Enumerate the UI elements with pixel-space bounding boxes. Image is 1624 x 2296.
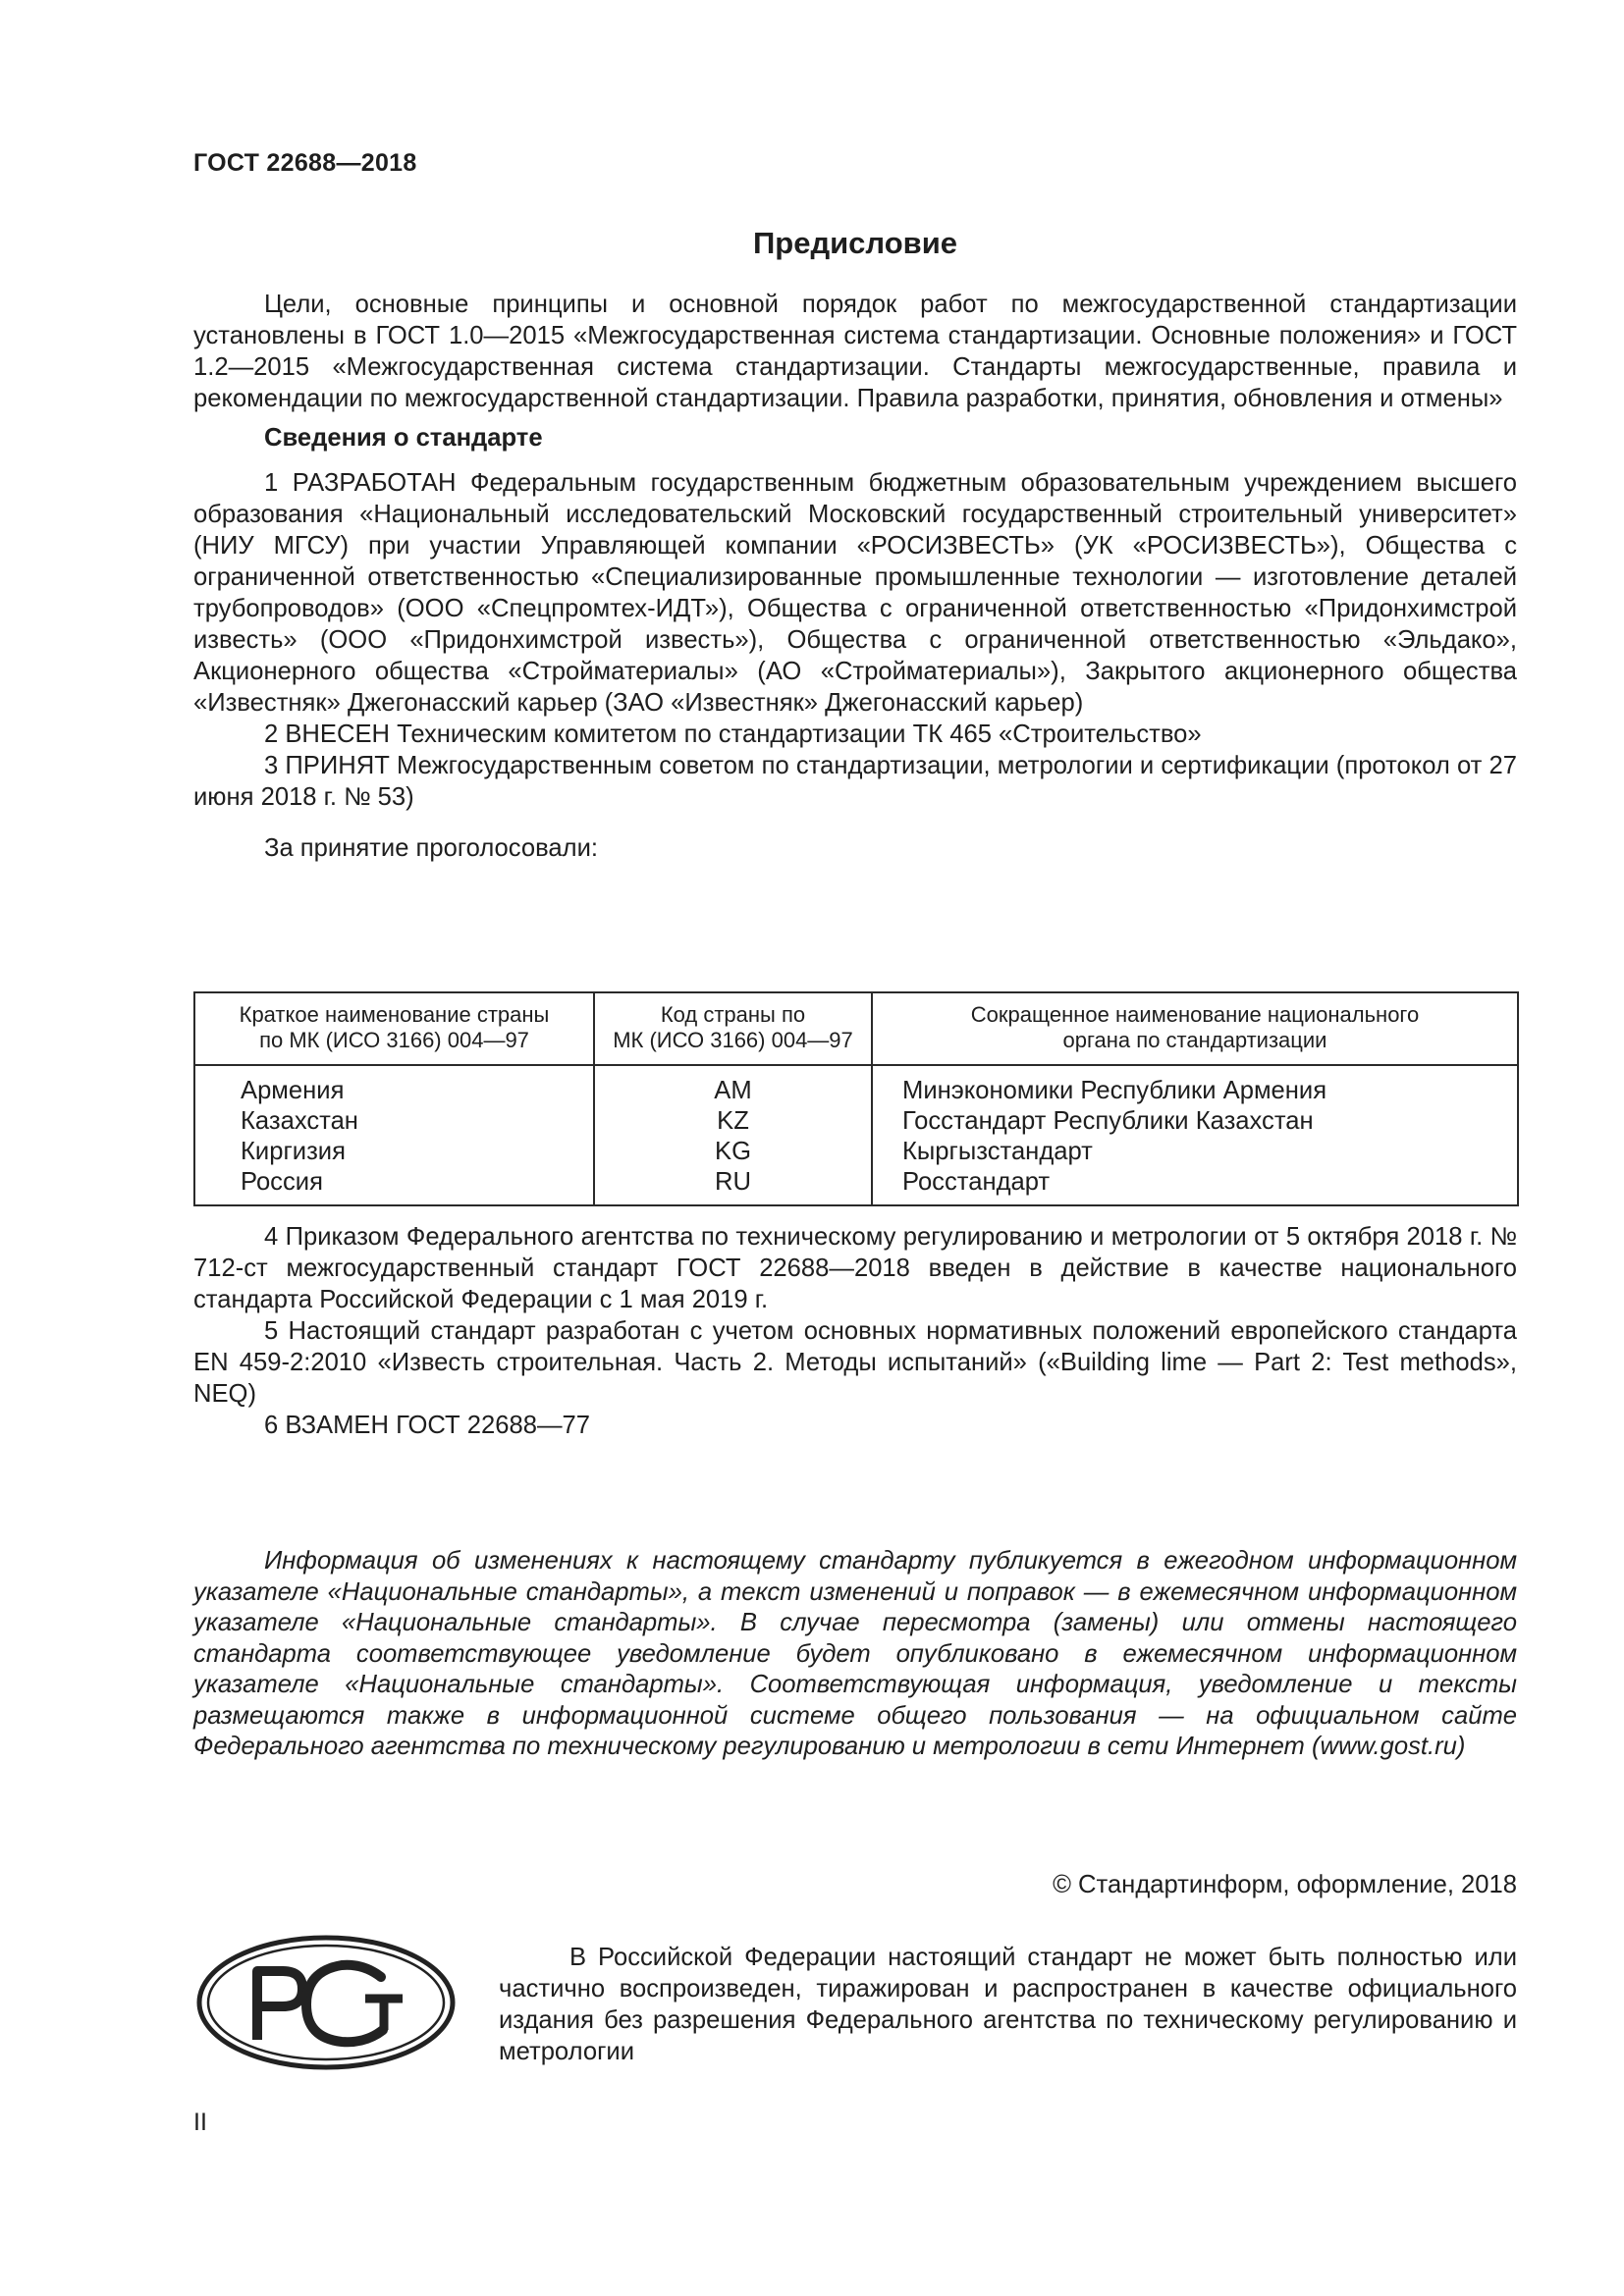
- section-heading: Сведения о стандарте: [264, 424, 543, 452]
- header-country-line1: Краткое наименование страны: [239, 1002, 550, 1027]
- header-country-line2: по МК (ИСО 3166) 004—97: [259, 1028, 529, 1052]
- cell-country: Россия: [194, 1167, 594, 1205]
- cell-country: Казахстан: [194, 1106, 594, 1137]
- cell-body: Кыргызстандарт: [872, 1137, 1518, 1167]
- cell-code: AM: [594, 1065, 872, 1106]
- foreword-body: [193, 289, 1517, 864]
- table-header-row: [194, 992, 1518, 1065]
- header-body: [872, 992, 1518, 1065]
- header-code-line2: МК (ИСО 3166) 004—97: [613, 1028, 853, 1052]
- item-enacted: 4 Приказом Федерального агентства по техническому регулированию и метрологии от 5 октября 2018 г. № 712-ст межгосударственный стандарт ГОСТ 22688—2018 введен в действие в качестве национального стандарта Российской Федерации с 1 мая 2019 г.: [193, 1223, 1517, 1313]
- header-code-line1: Код страны по: [660, 1002, 806, 1027]
- voted-label: За принятие проголосовали:: [264, 834, 598, 862]
- page-title: Предисловие: [752, 226, 957, 260]
- cell-code: RU: [594, 1167, 872, 1205]
- item-introduced: 2 ВНЕСЕН Техническим комитетом по стандартизации ТК 465 «Строительство»: [264, 721, 1202, 748]
- table-row: [194, 1137, 1518, 1167]
- cell-body: Минэкономики Республики Армения: [872, 1065, 1518, 1106]
- item-replaces: 6 ВЗАМЕН ГОСТ 22688—77: [264, 1412, 591, 1439]
- items-continued: [193, 1221, 1517, 1441]
- page-number: II: [193, 2109, 207, 2136]
- cell-code: KZ: [594, 1106, 872, 1137]
- cell-code: KG: [594, 1137, 872, 1167]
- table-row: [194, 1065, 1518, 1106]
- item-basis: 5 Настоящий стандарт разработан с учетом основных нормативных положений европейского стандарта EN 459-2:2010 «Известь строительная. Часть 2. Методы испытаний» («Building lime — Part 2: Test methods», NEQ): [193, 1317, 1517, 1408]
- table-row: [194, 1167, 1518, 1205]
- item-adopted: 3 ПРИНЯТ Межгосударственным советом по стандартизации, метрологии и сертификации (протокол от 27 июня 2018 г. № 53): [193, 752, 1517, 811]
- gost-r-certification-logo-icon: [196, 1934, 456, 2071]
- cell-body: Госстандарт Республики Казахстан: [872, 1106, 1518, 1137]
- header-country: [194, 992, 594, 1065]
- table-row: [194, 1106, 1518, 1137]
- votes-table-wrapper: [193, 991, 1517, 1206]
- reproduction-rights-notice: В Российской Федерации настоящий стандарт не может быть полностью или частично воспроизведен, тиражирован и распространен в качестве официального издания без разрешения Федерального агентства по техническому регулированию и метрологии: [499, 1944, 1517, 2065]
- cell-body: Росстандарт: [872, 1167, 1518, 1205]
- votes-table: [193, 991, 1519, 1206]
- intro-paragraph: Цели, основные принципы и основной порядок работ по межгосударственной стандартизации установлены в ГОСТ 1.0—2015 «Межгосударственная система стандартизации. Основные положения» и ГОСТ 1.2—2015 «Межгосударственная система стандартизации. Стандарты межгосударственные, правила и рекомендации по межгосударственной стандартизации. Правила разработки, принятия, обновления и отмены»: [193, 291, 1517, 412]
- item-developed: 1 РАЗРАБОТАН Федеральным государственным бюджетным образовательным учреждением высшего образования «Национальный исследовательский Московский государственный строительный университет» (НИУ МГСУ) при участии Управляющей компании «РОСИЗВЕСТЬ» (УК «РОСИЗВЕСТЬ»), Общества с ограниченной ответственностью «Специализированные промышленные технологии — изготовление деталей трубопроводов» (ООО «Спецпромтех-ИДТ»), Общества с ограниченной ответственностью «Придонхимстрой известь» (ООО «Придонхимстрой известь»), Общества с ограниченной ответственностью «Эльдако», Акционерного общества «Стройматериалы» (АО «Стройматериалы»), Закрытого акционерного общества «Известняк» Джегонасский карьер (ЗАО «Известняк» Джегонасский карьер): [193, 469, 1517, 717]
- copyright-line: © Стандартинформ, оформление, 2018: [1053, 1871, 1517, 1898]
- header-body-line1: Сокращенное наименование национального: [970, 1002, 1420, 1027]
- changes-info-notice: Информация об изменениях к настоящему стандарту публикуется в ежегодном информационном указателе «Национальные стандарты», а текст изменений и поправок — в ежемесячном информационном указателе «Национальные стандарты». В случае пересмотра (замены) или отмены настоящего стандарта соответствующее уведомление будет опубликовано в ежемесячном информационном указателе «Национальные стандарты». Соответствующая информация, уведомление и тексты размещаются также в информационной системе общего пользования — на официальном сайте Федерального агентства по техническому регулированию и метрологии в сети Интернет (www.gost.ru): [193, 1547, 1517, 1760]
- header-body-line2: органа по стандартизации: [1062, 1028, 1327, 1052]
- cell-country: Армения: [194, 1065, 594, 1106]
- document-number: ГОСТ 22688—2018: [193, 149, 417, 177]
- cell-country: Киргизия: [194, 1137, 594, 1167]
- header-code: [594, 992, 872, 1065]
